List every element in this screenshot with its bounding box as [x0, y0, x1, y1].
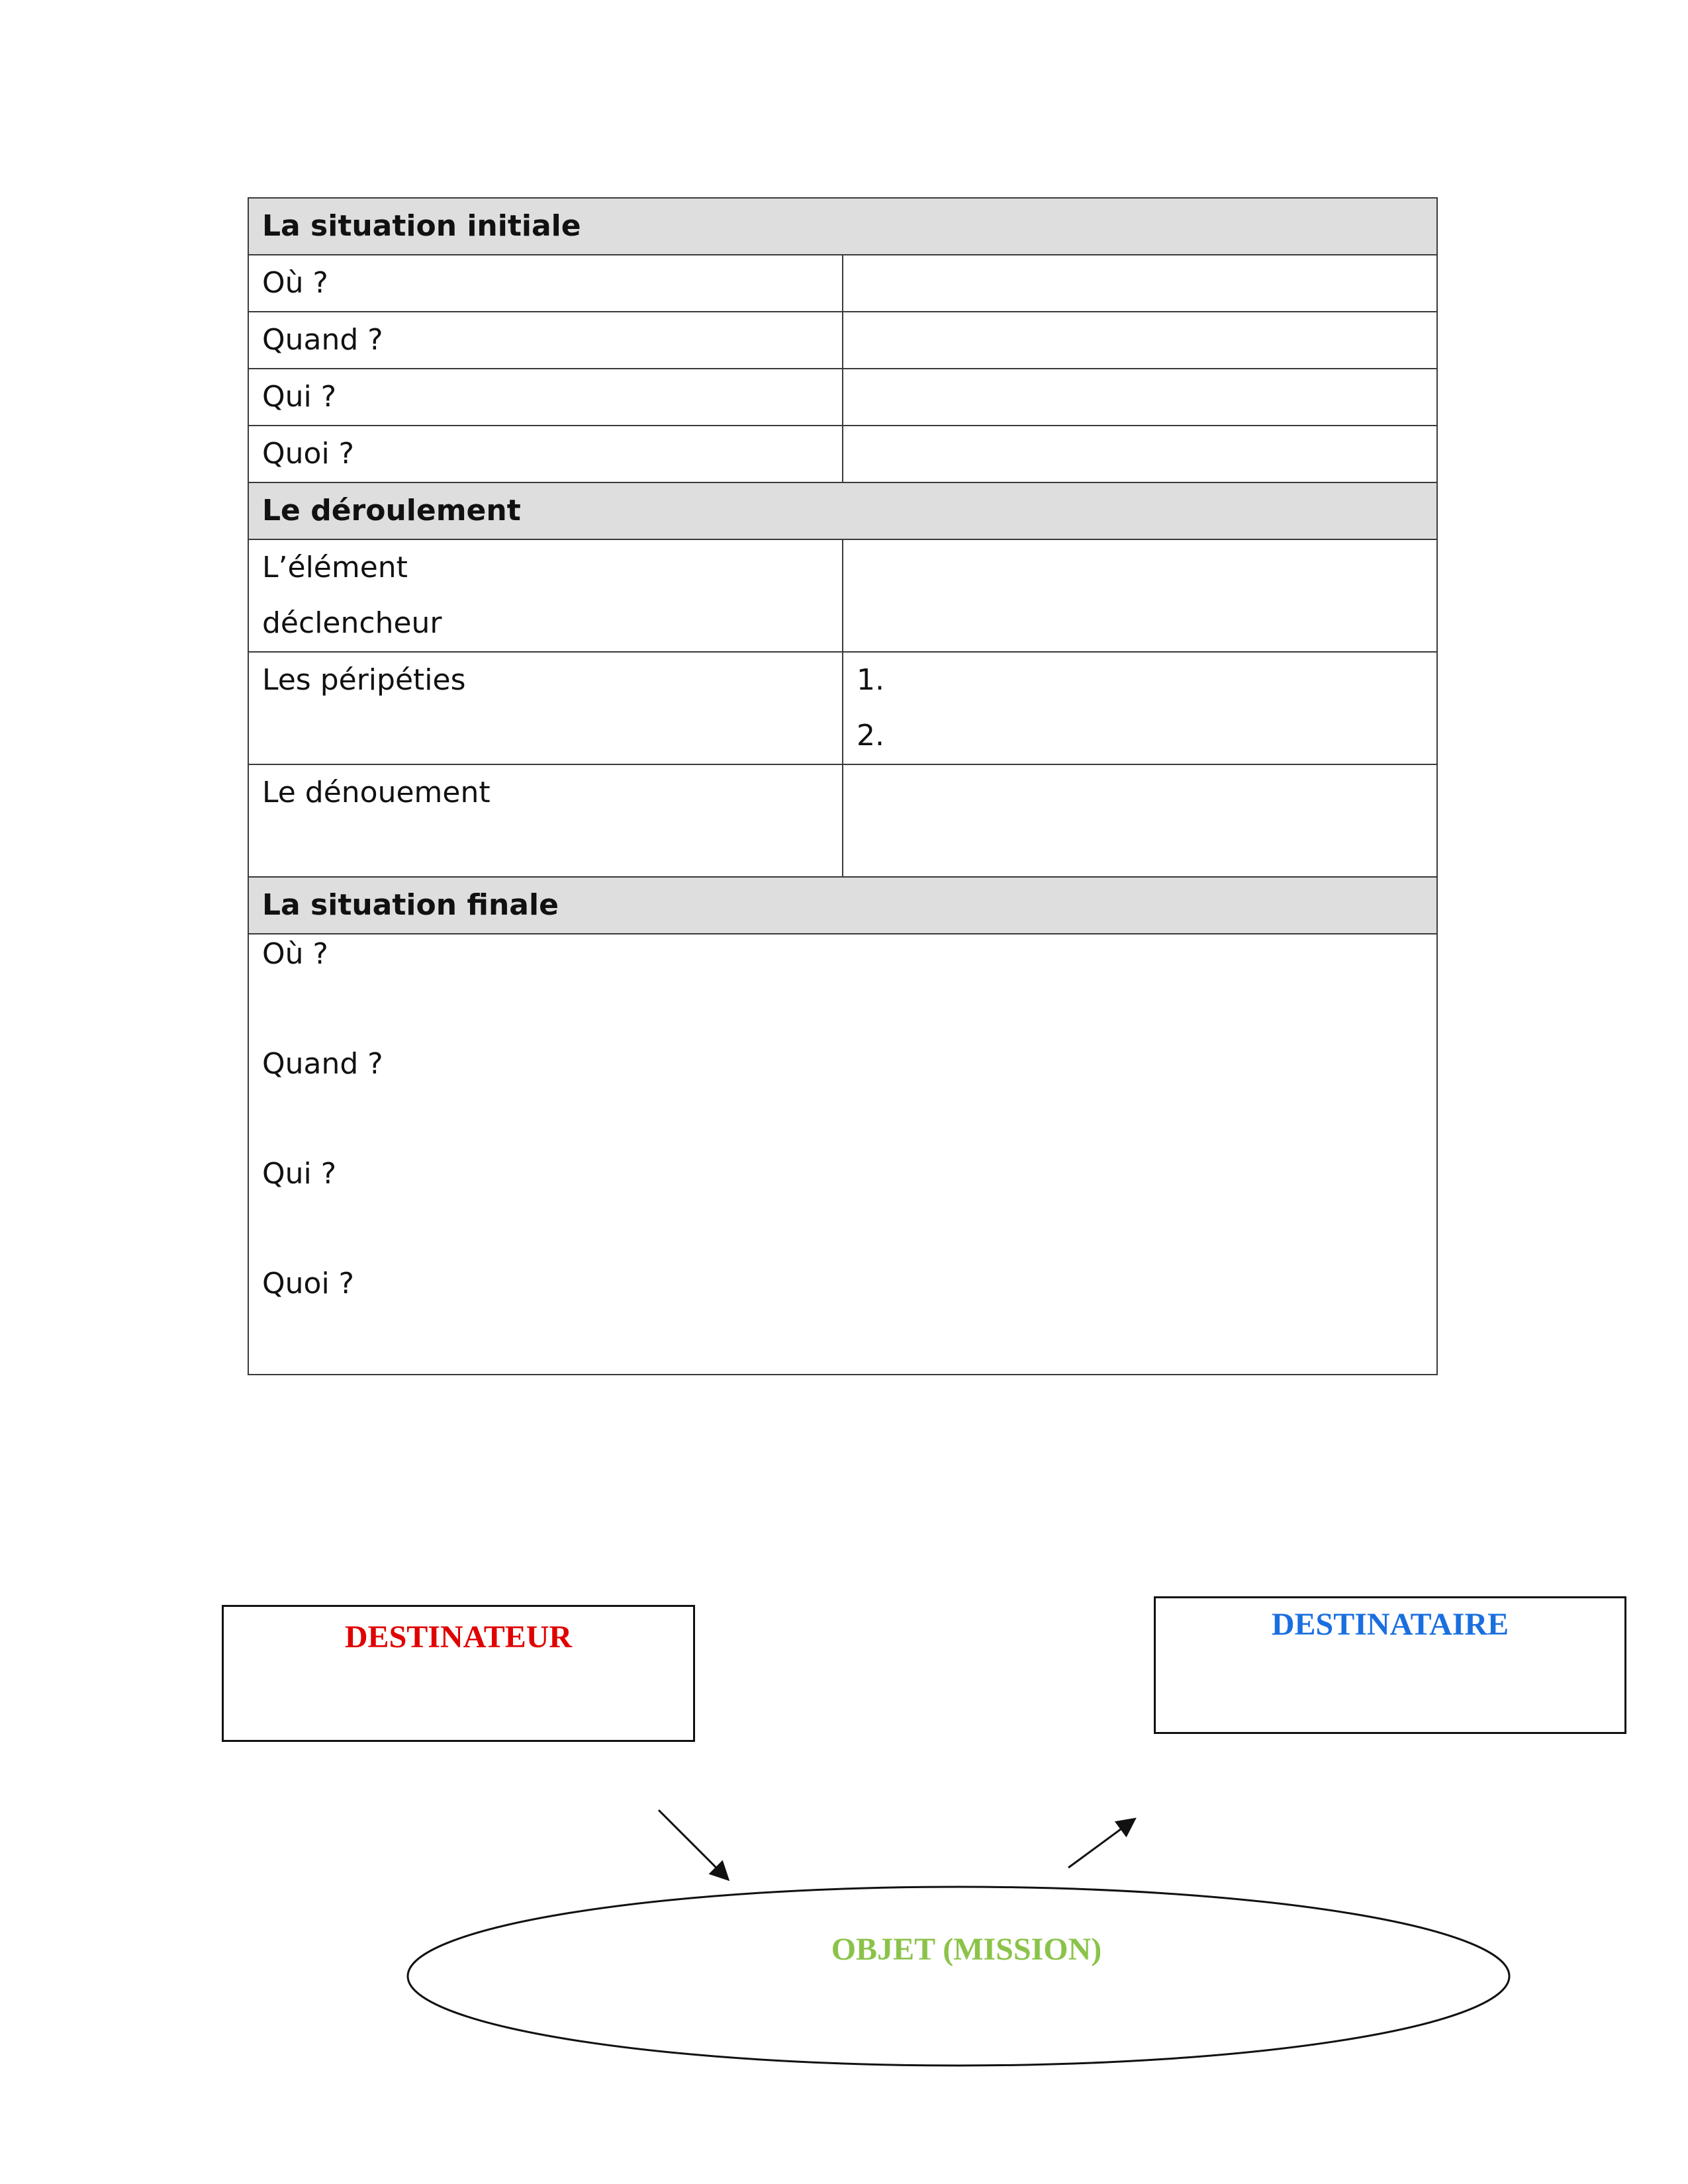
row-answer-element-declencheur[interactable]: [843, 539, 1437, 652]
row-label-quoi: Quoi ?: [248, 426, 843, 482]
narrative-schema-table: [248, 197, 1438, 1375]
section-header-finale: La situation finale: [248, 877, 1437, 934]
destinateur-label: DESTINATEUR: [344, 1619, 573, 1655]
peripetie-item-2: 2.: [857, 719, 884, 752]
finale-line-ou: Où ?: [262, 937, 328, 971]
row-label-ou: Où ?: [248, 255, 843, 312]
row-answer-ou[interactable]: [843, 255, 1437, 312]
finale-answer-area[interactable]: [248, 934, 1437, 1375]
row-answer-denouement[interactable]: [843, 764, 1437, 877]
element-line-1: L’élément: [262, 551, 408, 584]
row-answer-peripeties[interactable]: [843, 652, 1437, 764]
row-answer-quand[interactable]: [843, 312, 1437, 369]
objet-label: OBJET (MISSION): [831, 1932, 1102, 1967]
row-answer-qui[interactable]: [843, 369, 1437, 426]
peripetie-item-1: 1.: [857, 663, 884, 697]
row-label-quand: Quand ?: [248, 312, 843, 369]
section-header-deroulement: Le déroulement: [248, 482, 1437, 539]
destinataire-box: [1154, 1596, 1626, 1734]
destinateur-box: [222, 1605, 695, 1742]
row-label-denouement: Le dénouement: [248, 764, 843, 877]
element-line-2: déclencheur: [262, 606, 442, 640]
arrow-objet-to-destinataire: [1068, 1820, 1133, 1868]
objet-ellipse: [408, 1887, 1509, 2066]
section-header-initial: La situation initiale: [248, 198, 1437, 255]
arrow-destinateur-to-objet: [659, 1810, 727, 1878]
row-answer-quoi[interactable]: [843, 426, 1437, 482]
row-label-element-declencheur: [248, 539, 843, 652]
row-label-peripeties: Les péripéties: [248, 652, 843, 764]
finale-line-qui: Qui ?: [262, 1157, 337, 1191]
row-label-qui: Qui ?: [248, 369, 843, 426]
finale-line-quand: Quand ?: [262, 1047, 383, 1081]
destinataire-label: DESTINATAIRE: [1271, 1607, 1509, 1642]
finale-line-quoi: Quoi ?: [262, 1267, 355, 1300]
